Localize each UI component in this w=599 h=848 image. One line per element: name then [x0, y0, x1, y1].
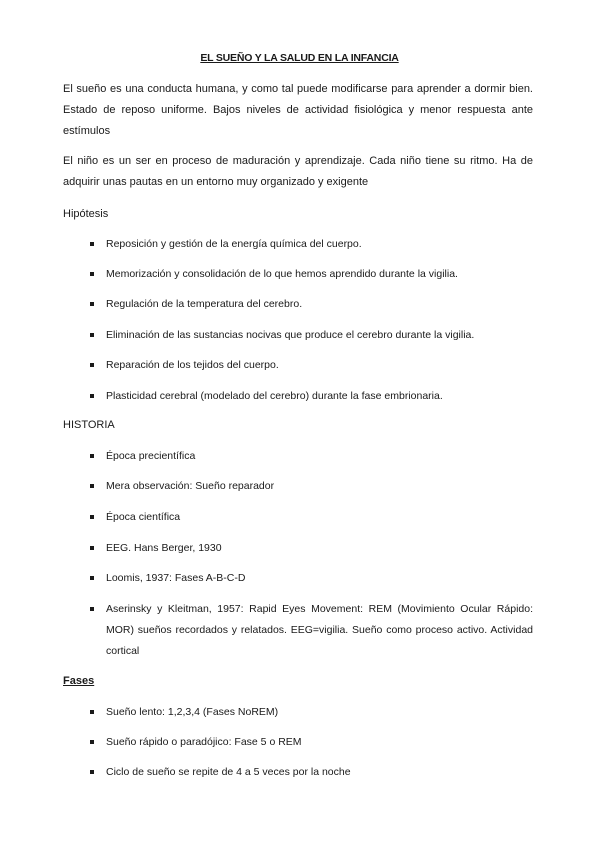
historia-item: [90, 446, 533, 467]
bullet-icon: [90, 302, 94, 306]
fases-item-text: Sueño lento: 1,2,3,4 (Fases NoREM): [106, 706, 279, 718]
document-title: EL SUEÑO Y LA SALUD EN LA INFANCIA: [200, 52, 399, 64]
hipotesis-item-text: Memorización y consolidación de lo que hemos aprendido durante la vigilia.: [106, 268, 458, 280]
historia-item-text: Loomis, 1937: Fases A-B-C-D: [106, 572, 246, 584]
historia-item-text: EEG. Hans Berger, 1930: [106, 542, 222, 554]
bullet-icon: [90, 607, 94, 611]
bullet-icon: [90, 242, 94, 246]
bullet-icon: [90, 272, 94, 276]
fases-item: [90, 702, 533, 723]
bullet-icon: [90, 770, 94, 774]
bullet-icon: [90, 515, 94, 519]
fases-item-text: Ciclo de sueño se repite de 4 a 5 veces por la noche: [106, 766, 351, 778]
historia-item-text: Mera observación: Sueño reparador: [106, 480, 275, 492]
intro-paragraph: El sueño es una conducta humana, y como tal puede modificarse para aprender a dormir bien. Estado de reposo uniforme. Bajos niveles de actividad fisiológica y menor respuesta ante estímulos: [63, 83, 533, 137]
bullet-icon: [90, 394, 94, 398]
hipotesis-item-text: Reposición y gestión de la energía química del cuerpo.: [106, 238, 362, 250]
hipotesis-item-text: Plasticidad cerebral (modelado del cerebro) durante la fase embrionaria.: [106, 390, 443, 402]
bullet-icon: [90, 740, 94, 744]
hipotesis-item: [90, 325, 533, 346]
hipotesis-item: [90, 355, 533, 376]
bullet-icon: [90, 454, 94, 458]
bullet-icon: [90, 363, 94, 367]
hipotesis-item: [90, 294, 533, 315]
historia-heading: HISTORIA: [63, 419, 115, 431]
bullet-icon: [90, 484, 94, 488]
bullet-icon: [90, 576, 94, 580]
historia-item: [90, 476, 533, 497]
historia-item: [90, 538, 533, 559]
hipotesis-item-text: Eliminación de las sustancias nocivas que produce el cerebro durante la vigilia.: [106, 329, 475, 341]
bullet-icon: [90, 546, 94, 550]
fases-item-text: Sueño rápido o paradójico: Fase 5 o REM: [106, 736, 302, 748]
child-paragraph: El niño es un ser en proceso de maduración y aprendizaje. Cada niño tiene su ritmo. Ha de adquirir unas pautas en un entorno muy organizado y exigente: [63, 155, 533, 188]
fases-heading: Fases: [63, 675, 95, 687]
hipotesis-item: [90, 234, 533, 255]
historia-item: [90, 599, 533, 662]
historia-item-text: Época científica: [106, 511, 181, 523]
hipotesis-item: [90, 386, 533, 407]
historia-item: [90, 568, 533, 589]
hipotesis-item-text: Regulación de la temperatura del cerebro.: [106, 298, 303, 310]
fases-item: [90, 762, 533, 783]
hipotesis-item: [90, 264, 533, 285]
hipotesis-heading: Hipótesis: [63, 208, 109, 220]
historia-item-text: Época precientífica: [106, 450, 196, 462]
bullet-icon: [90, 710, 94, 714]
historia-item-text: Aserinsky y Kleitman, 1957: Rapid Eyes Movement: REM (Movimiento Ocular Rápido: MOR) sueños recordados y relatados. EEG=vigilia. Sueño como proceso activo. Actividad cortical: [106, 603, 533, 657]
fases-item: [90, 732, 533, 753]
bullet-icon: [90, 333, 94, 337]
historia-item: [90, 507, 533, 528]
hipotesis-item-text: Reparación de los tejidos del cuerpo.: [106, 359, 279, 371]
